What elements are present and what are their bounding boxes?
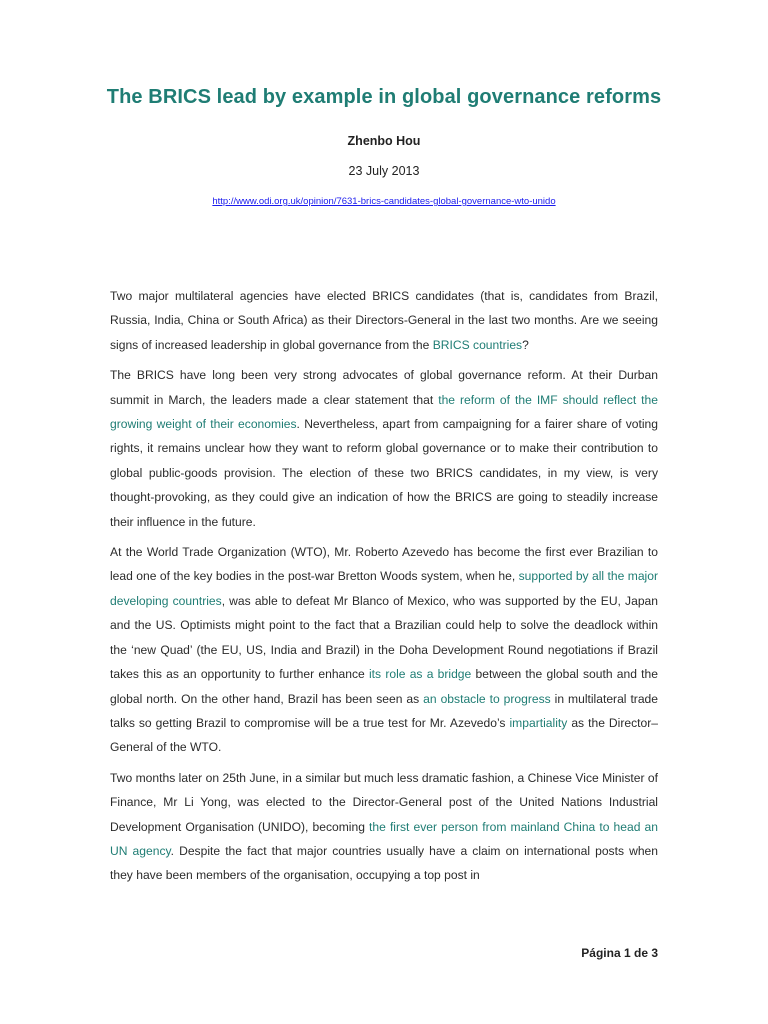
link-impartiality[interactable]: impartiality [509,715,568,730]
source-url-line [0,196,768,207]
paragraph-2 [110,363,658,534]
article-body [110,284,658,894]
source-url-link[interactable]: http://www.odi.org.uk/opinion/7631-brics-candidates-global-governance-wto-unido [212,196,556,207]
paragraph-4-text-2: . Despite the fact that major countries usually have a claim on international posts when they have been members of the organisation, occupying a top post in [110,843,658,883]
link-first-chinese-un-head[interactable]: the first ever person from mainland China to head an UN agency [110,819,658,858]
paragraph-1 [110,284,658,357]
publication-date: 23 July 2013 [348,164,420,178]
document-title: The BRICS lead by example in global governance reforms [106,86,662,108]
link-supported-by-developing-countries[interactable]: supported by all the major developing countries [110,569,659,608]
paragraph-4 [110,766,658,888]
paragraph-3-text-1: At the World Trade Organization (WTO), Mr. Roberto Azevedo has become the first ever Brazilian to lead one of the key bodies in the post-war Bretton Woods system, when he, [110,545,658,584]
link-brics-countries[interactable]: BRICS countries [432,337,523,352]
paragraph-4-text-1: Two months later on 25th June, in a similar but much less dramatic fashion, a Chinese Vice Minister of Finance, Mr Li Yong, was elected to the Director-General post of the United Nations Industrial Development Organisation (UNIDO), becoming [110,770,658,834]
link-obstacle-to-progress[interactable]: an obstacle to progress [423,691,551,706]
paragraph-3-text-3: between the global south and the global north. On the other hand, Brazil has been seen as [110,667,658,706]
paragraph-2-text-1: The BRICS have long been very strong advocates of global governance reform. At their Durban summit in March, the leaders made a clear statement that [110,368,658,407]
paragraph-1-text-2: ? [522,337,529,352]
link-role-as-bridge[interactable]: its role as a bridge [369,667,472,682]
paragraph-3-text-4: in multilateral trade talks so getting Brazil to compromise will be a true test for Mr. Azevedo’s [110,691,659,730]
paragraph-2-text-2: . Nevertheless, apart from campaigning for a fairer share of voting rights, it remains unclear how they want to reform global governance or to make their contribution to global public-goods provision. The election of these two BRICS candidates, in my view, is very thought-provoking, as they could give an indication of how the BRICS are going to steadily increase their influence in the future. [110,417,658,529]
author-name: Zhenbo Hou [347,134,421,148]
paragraph-1-text-1: Two major multilateral agencies have elected BRICS candidates (that is, candidates from Brazil, Russia, India, China or South Africa) as their Directors-General in the last two months. Are we seeing signs of increased leadership in global governance from the [110,289,658,352]
paragraph-3-text-5: as the Director–General of the WTO. [110,715,658,755]
page-number: Página 1 de 3 [581,946,658,960]
paragraph-3 [110,540,658,760]
paragraph-3-text-2: , was able to defeat Mr Blanco of Mexico, who was supported by the EU, Japan and the US. Optimists might point to the fact that a Brazilian could help to solve the deadlock within the ‘new Quad’ (the EU, US, India and Brazil) in the Doha Development Round negotiations if Brazil takes this as an opportunity to further enhance [110,593,658,682]
link-imf-reform[interactable]: the reform of the IMF should reflect the growing weight of their economies [110,392,658,432]
